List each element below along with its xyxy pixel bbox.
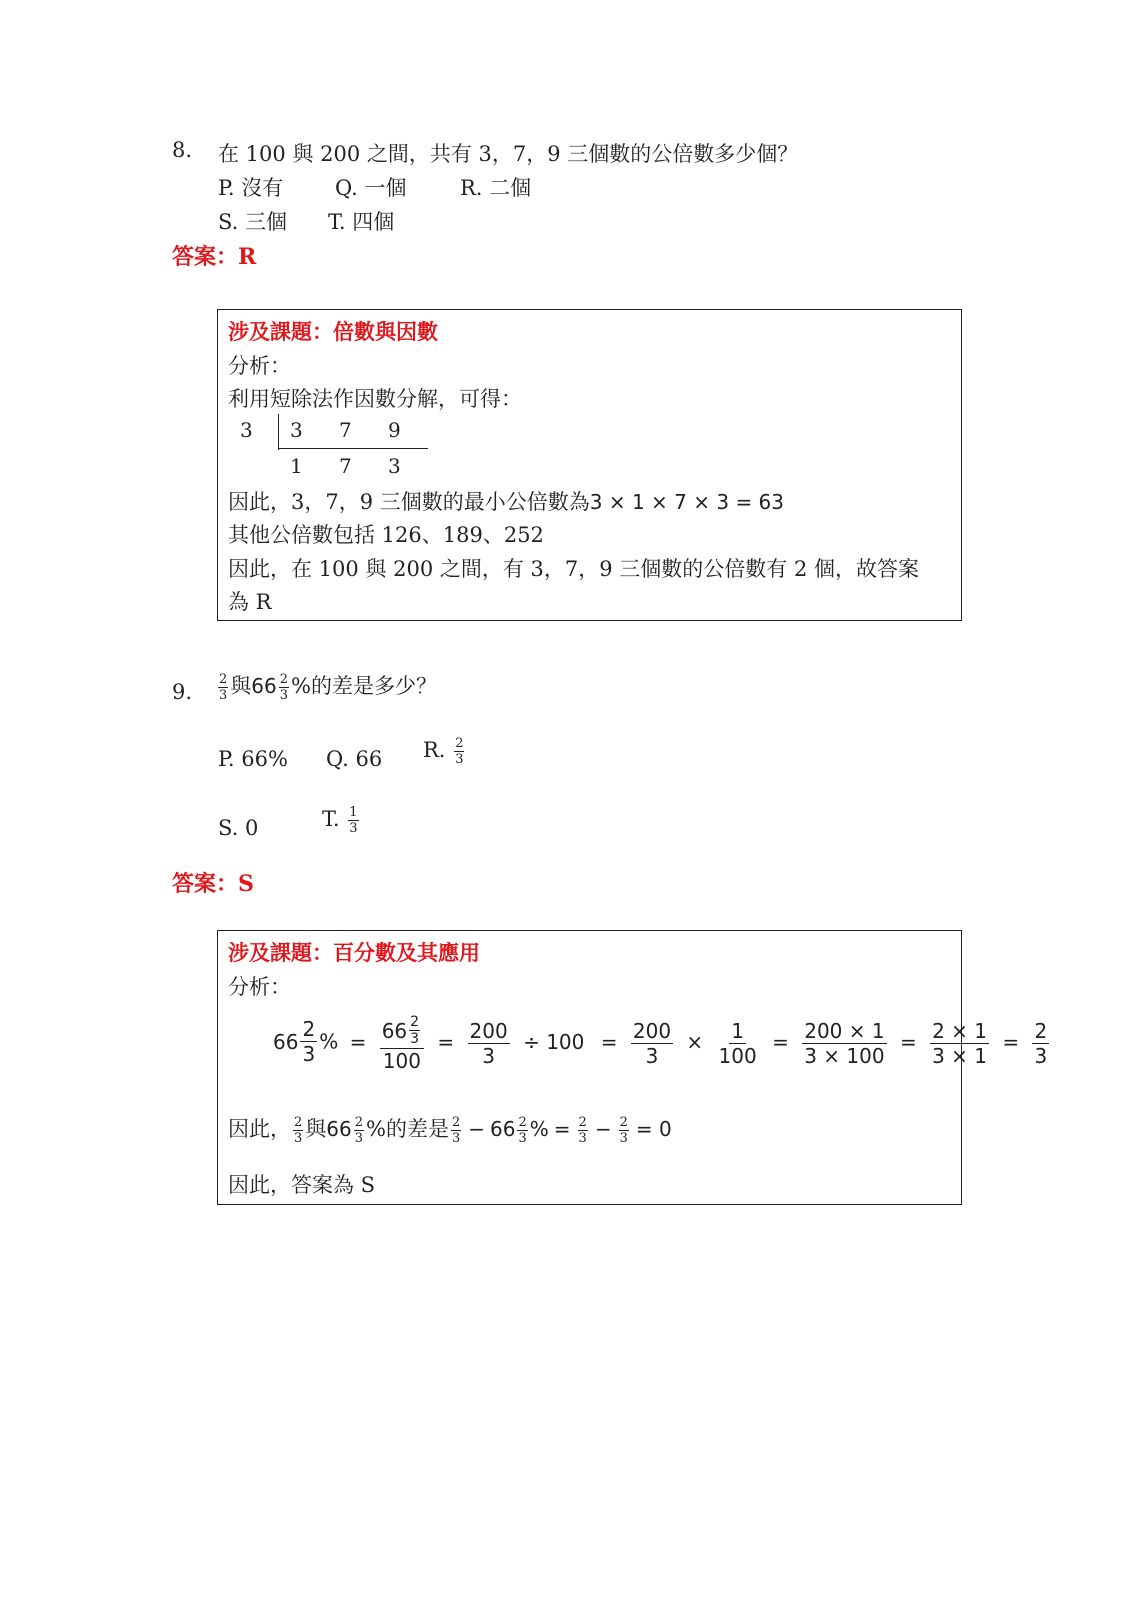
text: %的差是 [366,1117,449,1141]
mixed-number: 66 $\frac{2}{3}$ [273,1017,316,1066]
division-bottom-cell: 1 [290,454,303,478]
question-9-number: 9. [172,680,193,704]
option-p: P. 沒有 [218,176,284,200]
short-division-table [228,414,448,484]
answer-8: 答案：R [172,244,257,270]
equals: = [772,1029,789,1054]
division-top-cell: 3 [290,418,303,442]
text: 與 [305,1117,327,1141]
minus: − [594,1117,612,1141]
fraction: $\frac{2}{3}$ [294,1115,303,1146]
division-line [278,448,428,449]
option-r: R. 二個 [460,176,532,200]
option-label: T. [322,807,340,831]
percent-sign: % [529,1117,549,1141]
fraction: $\frac{200}{3}$ [469,1018,508,1068]
option-s: S. 0 [218,816,259,840]
fraction: $\frac{2}{3}$ [619,1115,628,1146]
divisor: 3 [240,418,253,442]
equals: = [600,1029,618,1054]
option-label: R. [423,738,446,762]
analysis-line [228,486,784,516]
fraction: $\frac{2}{3}$ [455,736,464,767]
fraction: $\frac{2}{3}$ [518,1115,527,1146]
option-q: Q. 一個 [335,176,407,200]
question-9-text [216,670,437,702]
text: 因此， [228,1117,291,1141]
topic-heading: 涉及課題：倍數與因數 [228,319,438,344]
text: 與 [230,674,252,698]
fraction: $\frac{2}{3}$ [578,1115,587,1146]
question-8-number: 8. [172,138,193,162]
division-top-cell: 7 [339,418,352,442]
minus: − [468,1117,486,1141]
equals: = [899,1029,917,1054]
fraction: $\frac{2}{3}$ [354,1115,364,1146]
number: 66 [490,1117,516,1141]
option-r [423,737,466,766]
division-bottom-cell: 3 [388,454,401,478]
option-s: S. 三個 [218,210,287,234]
equals: = [1002,1029,1020,1054]
lcm-equation: 3 × 1 × 7 × 3 = 63 [589,490,785,514]
analysis-label: 分析： [228,354,291,378]
option-t [322,806,361,835]
fraction: $\frac{1}{3}$ [349,805,358,836]
times: × [686,1029,704,1054]
analysis-line: 利用短除法作因數分解，可得： [228,387,522,411]
result: = 0 [635,1117,672,1141]
division-bottom-cell: 7 [339,454,352,478]
percent-sign: % [319,1029,339,1054]
fraction: 66 $\frac{2}{3}$ 100 [380,1015,424,1071]
question-8-text: 在 100 與 200 之間，共有 3，7，9 三個數的公倍數多少個？ [218,142,799,166]
option-q: Q. 66 [326,747,383,771]
fraction: $\frac{1}{100}$ [718,1018,757,1068]
divide-term: ÷ 100 [523,1029,585,1054]
analysis-box-9 [217,930,1048,1205]
fraction: $\frac{200}{3}$ [632,1018,672,1068]
number: 66 [251,674,277,698]
analysis-line: 因此，在 100 與 200 之間，有 3，7，9 三個數的公倍數有 2 個，故答案 [228,557,920,581]
fraction: $\frac{2}{3}$ [451,1115,461,1146]
text: %的差是多少？ [291,674,437,698]
equals: = [437,1029,455,1054]
analysis-line: 為 R [228,590,272,614]
option-p: P. 66% [218,747,288,771]
fraction: $\frac{2}{3}$ [279,672,289,703]
fraction: $\frac{2}{3}$ [1034,1018,1048,1068]
lcm-text: 因此，3，7，9 三個數的最小公倍數為 [228,490,590,514]
division-top-cell: 9 [388,418,401,442]
equals: = [553,1117,571,1141]
fraction: $\frac{200 \times 1}{3 \times 100}$ [804,1018,885,1068]
analysis-label: 分析： [228,975,291,999]
fraction: $\frac{2}{3}$ [219,672,228,703]
conclusion-line: 因此，答案為 S [228,1173,376,1197]
topic-heading: 涉及課題：百分數及其應用 [228,940,480,965]
difference-line [228,1113,672,1145]
number: 66 [326,1117,352,1141]
option-t: T. 四個 [328,210,395,234]
fraction: $\frac{2 \times 1}{3 \times 1}$ [932,1018,987,1068]
division-bar [278,414,279,450]
analysis-line: 其他公倍數包括 126、189、252 [228,523,544,547]
analysis-box-8 [217,309,962,621]
equals: = [349,1029,367,1054]
percent-conversion-equation [273,1015,1051,1071]
answer-9: 答案：S [172,871,254,897]
